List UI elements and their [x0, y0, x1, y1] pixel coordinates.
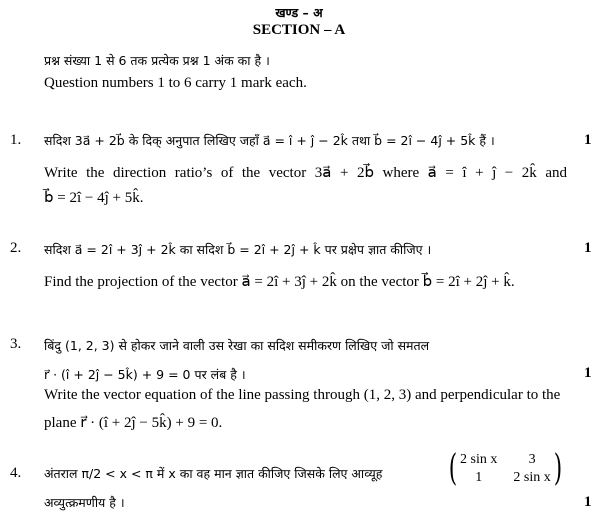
matrix-cell: 1	[475, 470, 483, 485]
matrix-cell: 2 sin x	[460, 452, 498, 467]
question-marks: 1	[584, 365, 592, 381]
question-number: 2.	[10, 240, 22, 256]
matrix: ( 2 sin x 3 1 2 sin x )	[448, 448, 562, 489]
question-marks: 1	[584, 494, 592, 510]
question-4-hindi-cont: अव्युत्क्रमणीय है ।	[44, 495, 125, 510]
question-marks: 1	[584, 132, 592, 148]
question-number: 1.	[10, 132, 22, 148]
question-3-hindi: बिंदु (1, 2, 3) से होकर जाने वाली उस रेखा का सदिश समीकरण लिखिए जो समतल	[44, 338, 430, 353]
instructions-english: Question numbers 1 to 6 carry 1 mark each.	[44, 75, 307, 91]
question-number: 4.	[10, 465, 22, 481]
question-3-english: Write the vector equation of the line passing through (1, 2, 3) and perpendicular to the	[44, 387, 561, 403]
question-4-hindi: अंतराल π/2 < x < π में x का वह मान ज्ञात कीजिए जिसके लिए आव्यूह	[44, 466, 383, 481]
matrix-cell: 2 sin x	[513, 470, 551, 485]
section-title: SECTION – A	[252, 22, 346, 38]
question-1-hindi: सदिश 3a⃗ + 2b⃗ के दिक् अनुपात लिखिए जहाँ a⃗ = î + ĵ − 2k̂ तथा b⃗ = 2î − 4ĵ + 5k̂ हैं ।	[44, 133, 495, 148]
instructions-hindi: प्रश्न संख्या 1 से 6 तक प्रत्येक प्रश्न 1 अंक का है ।	[44, 53, 270, 68]
question-marks: 1	[584, 240, 592, 256]
question-2-hindi: सदिश a⃗ = 2î + 3ĵ + 2k̂ का सदिश b⃗ = 2î + 2ĵ + k̂ पर प्रक्षेप ज्ञात कीजिए ।	[44, 242, 432, 257]
matrix-cell: 3	[528, 452, 536, 467]
question-3-hindi-cont: r⃗ · (î + 2ĵ − 5k̂) + 9 = 0 पर लंब है ।	[44, 367, 246, 382]
question-3-english-cont: plane r⃗ · (î + 2ĵ − 5k̂) + 9 = 0.	[44, 415, 223, 431]
question-1-english: Write the direction ratio’s of the vector 3a⃗ + 2b⃗ where a⃗ = î + ĵ − 2k̂ and	[44, 165, 567, 181]
question-number: 3.	[10, 336, 22, 352]
question-2-english: Find the projection of the vector a⃗ = 2î + 3ĵ + 2k̂ on the vector b⃗ = 2î + 2ĵ + k̂.	[44, 274, 515, 290]
section-title-hindi: खण्ड – अ	[275, 5, 323, 20]
question-1-english-cont: b⃗ = 2î − 4ĵ + 5k̂.	[44, 190, 144, 206]
